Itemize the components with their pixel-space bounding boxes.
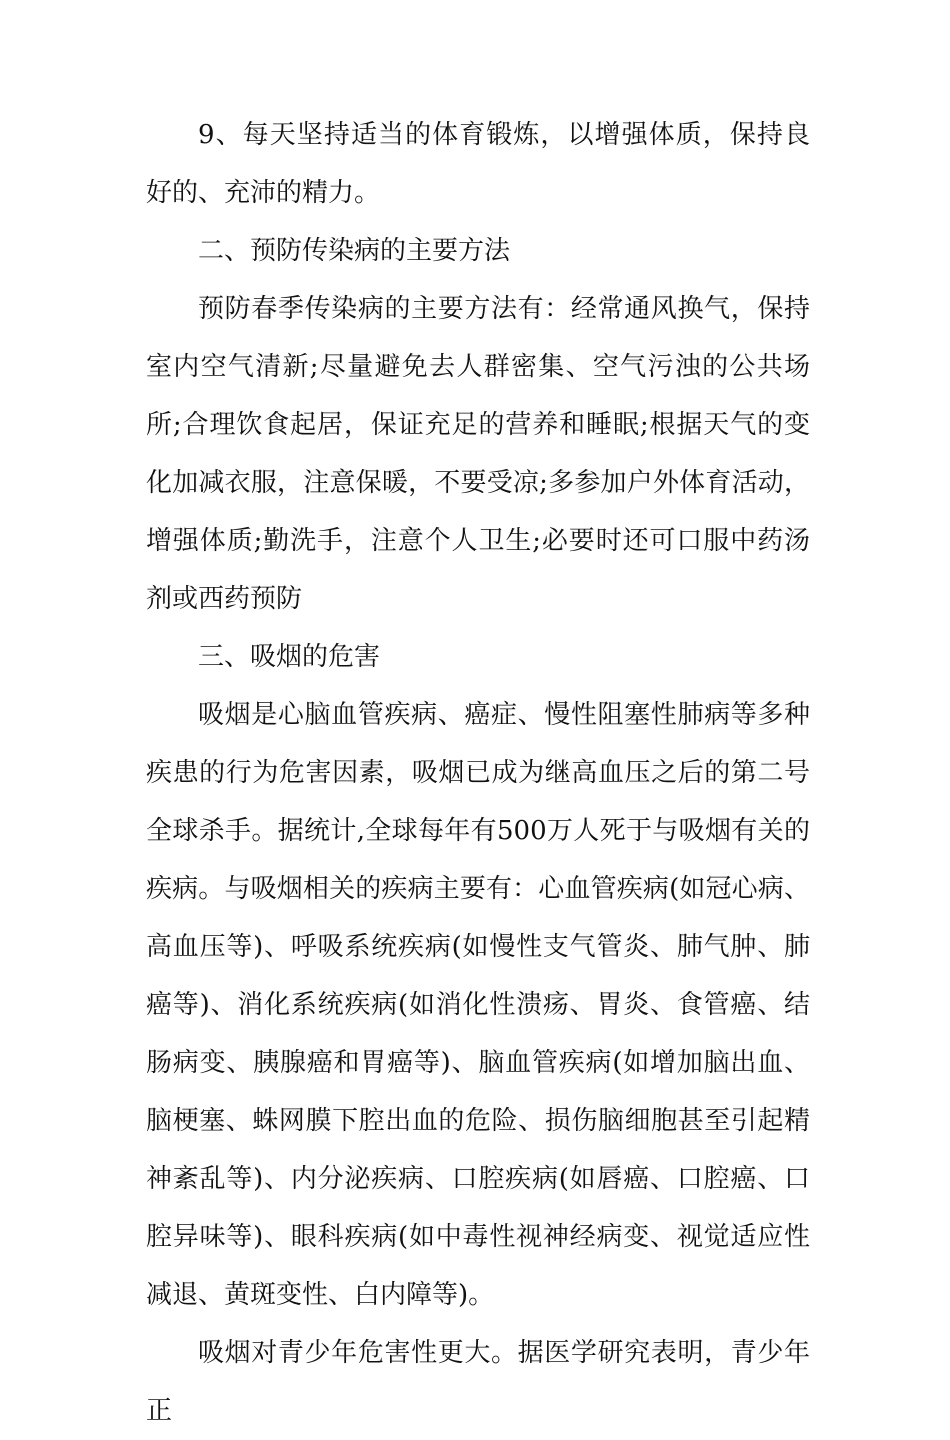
document-body bbox=[146, 106, 810, 1440]
paragraph-prevention-methods: 预防春季传染病的主要方法有：经常通风换气，保持室内空气清新;尽量避免去人群密集、空气污浊的公共场所;合理饮食起居，保证充足的营养和睡眠;根据天气的变化加减衣服，注意保暖，不要受凉;多参加户外体育活动，增强体质;勤洗手，注意个人卫生;必要时还可口服中药汤剂或西药预防 bbox=[146, 294, 810, 614]
paragraph-exercise-tip: 9、每天坚持适当的体育锻炼，以增强体质，保持良好的、充沛的精力。 bbox=[146, 120, 810, 208]
paragraph-smoking-diseases: 吸烟是心脑血管疾病、癌症、慢性阻塞性肺病等多种疾患的行为危害因素，吸烟已成为继高血压之后的第二号全球杀手。据统计,全球每年有500万人死于与吸烟有关的疾病。与吸烟相关的疾病主要有：心血管疾病(如冠心病、高血压等)、呼吸系统疾病(如慢性支气管炎、肺气肿、肺癌等)、消化系统疾病(如消化性溃疡、胃炎、食管癌、结肠病变、胰腺癌和胃癌等)、脑血管疾病(如增加脑出血、脑梗塞、蛛网膜下腔出血的危险、损伤脑细胞甚至引起精神紊乱等)、内分泌疾病、口腔疾病(如唇癌、口腔癌、口腔异味等)、眼科疾病(如中毒性视神经病变、视觉适应性减退、黄斑变性、白内障等)。 bbox=[146, 700, 810, 1310]
section-heading-smoking-harm: 三、吸烟的危害 bbox=[198, 642, 381, 672]
section-heading-prevention-methods: 二、预防传染病的主要方法 bbox=[198, 236, 511, 266]
paragraph-smoking-teenagers: 吸烟对青少年危害性更大。据医学研究表明，青少年正 bbox=[146, 1338, 810, 1426]
